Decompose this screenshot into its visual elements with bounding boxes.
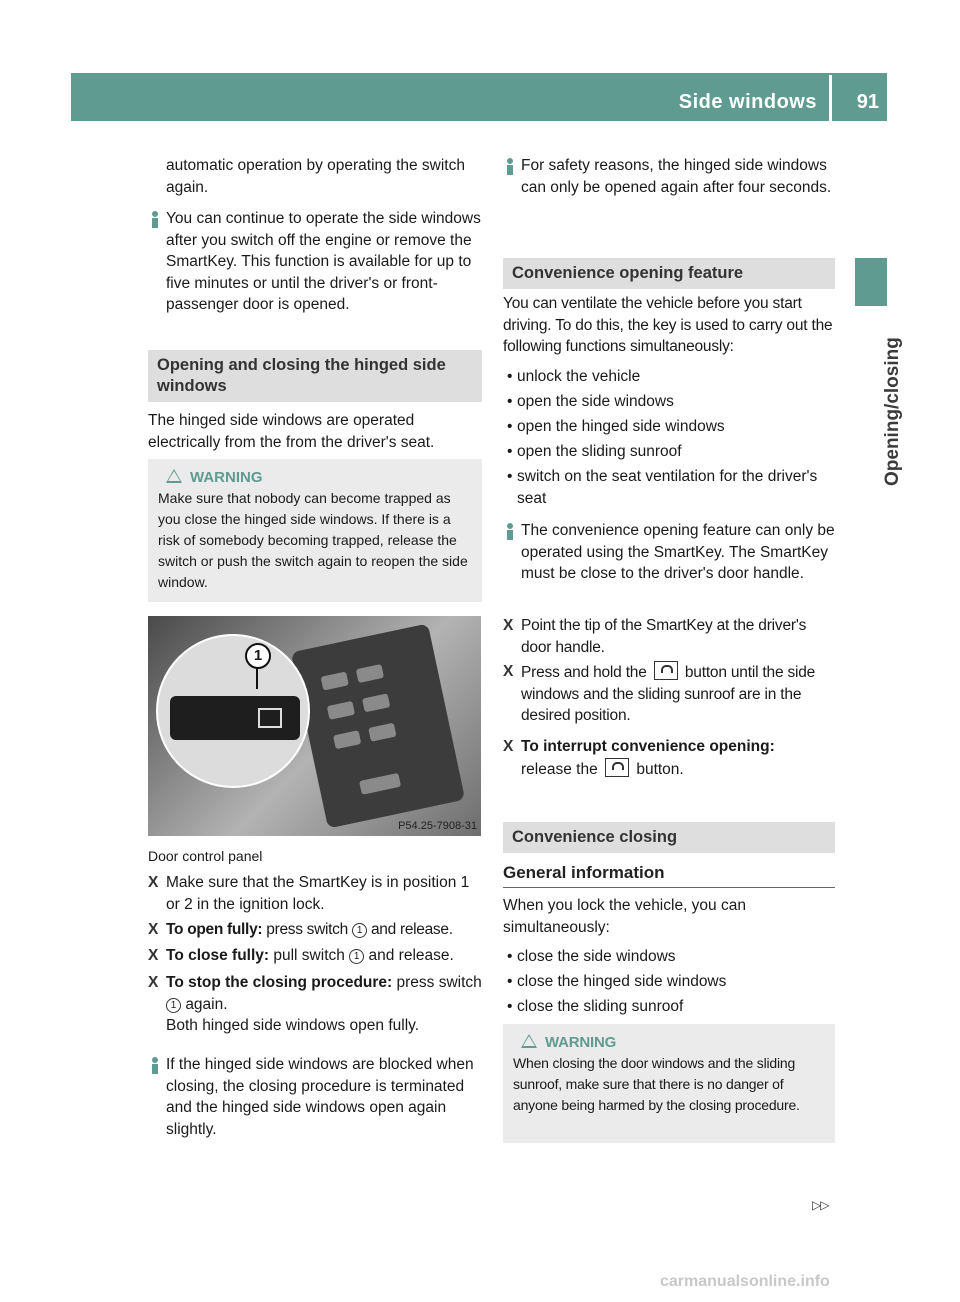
door-panel-figure (148, 616, 481, 836)
page-header (71, 73, 887, 121)
header-divider (829, 75, 832, 121)
section-heading: Convenience opening feature (503, 258, 835, 289)
step (503, 736, 835, 780)
warning-title (513, 1032, 825, 1053)
switch-callout: 1 (166, 998, 181, 1013)
step-arrow-icon: X (148, 947, 159, 964)
info-icon (148, 211, 162, 227)
side-tab (855, 308, 903, 488)
warning-text: When closing the door windows and the sliding sunroof, make sure that there is no danger of anyone being harmed by the closing procedure. (513, 1055, 800, 1113)
step-label: To close fully: (166, 947, 270, 964)
section-heading: Convenience closing (503, 822, 835, 853)
list-item-text: open the side windows (517, 393, 674, 410)
callout-line (256, 667, 258, 689)
step-result: Both hinged side windows open fully. (166, 1017, 420, 1034)
figure-caption: Door control panel (148, 848, 263, 864)
door-panel (291, 623, 465, 828)
step-text: and release. (368, 947, 454, 964)
step (148, 919, 482, 941)
step-text: Press and hold the (521, 664, 647, 681)
info-text: You can continue to operate the side windows after you switch off the engine or remove the SmartKey. This function is available for up to five minutes or until the driver's or front-passenger door is opened. (166, 210, 481, 313)
step-arrow-icon: X (503, 663, 514, 680)
hinged-window-switch-detail (170, 696, 300, 740)
paragraph: The hinged side windows are operated electrically from the from the driver's seat. (148, 412, 435, 451)
list-item: • switch on the seat ventilation for the driver's seat (503, 466, 835, 509)
window-switch (333, 730, 361, 749)
info-note (148, 1054, 482, 1140)
list-item: • open the sliding sunroof (503, 441, 835, 466)
list-item: • open the side windows (503, 391, 835, 416)
step (503, 661, 835, 727)
step-text: button until the side windows and the sliding sunroof are in the desired position. (521, 664, 816, 724)
switch-callout: 1 (349, 949, 364, 964)
step (503, 615, 835, 658)
info-note (503, 155, 835, 198)
warning-icon (166, 469, 182, 483)
list-item-text: open the hinged side windows (517, 418, 725, 435)
list-item-text: open the sliding sunroof (517, 443, 682, 460)
step-label: To open fully: (166, 921, 263, 938)
list-item: • close the side windows (503, 946, 835, 971)
step (148, 945, 482, 967)
window-icon (258, 708, 282, 728)
warning-title (158, 467, 472, 488)
step-text: release the (521, 760, 598, 778)
hinged-window-switch (359, 773, 401, 795)
info-note (148, 208, 482, 316)
detail-magnifier (156, 634, 310, 788)
step-text: press switch (396, 974, 482, 991)
subheading: General information (503, 862, 835, 888)
window-switch (362, 693, 390, 712)
info-text: If the hinged side windows are blocked when closing, the closing procedure is terminated and the hinged side windows open again slightly. (166, 1056, 474, 1138)
warning-box (148, 459, 482, 602)
warning-text: Make sure that nobody can become trapped as you close the hinged side windows. If there is a risk of somebody becoming trapped, release the switch or push the switch again to reopen the side window. (158, 490, 468, 590)
warning-title-text: WARNING (545, 1034, 617, 1051)
step-text: press switch (266, 921, 348, 938)
list-item-text: switch on the seat ventilation for the driver's seat (517, 468, 818, 507)
unlock-key-icon (654, 661, 678, 680)
warning-icon (521, 1034, 537, 1048)
page-number: 91 (856, 91, 879, 113)
switch-callout: 1 (352, 923, 367, 938)
window-switch (356, 664, 384, 683)
step-label: To stop the closing procedure: (166, 974, 393, 991)
side-tab-label: Opening/closing (882, 337, 903, 486)
bullet-list (503, 946, 835, 1021)
step-text: Make sure that the SmartKey is in position 1 or 2 in the ignition lock. (166, 874, 470, 913)
window-switch (368, 723, 396, 742)
step-text: button. (636, 760, 684, 778)
paragraph: When you lock the vehicle, you can simultaneously: (503, 897, 746, 936)
list-item: • unlock the vehicle (503, 366, 835, 391)
list-item: • close the hinged side windows (503, 971, 835, 996)
list-item: • close the sliding sunroof (503, 996, 835, 1021)
step-arrow-icon: X (503, 738, 514, 755)
window-switch (327, 701, 355, 720)
step-text: and release. (370, 921, 453, 938)
list-item: • open the hinged side windows (503, 416, 835, 441)
watermark: carmanualsonline.info (660, 1273, 830, 1290)
info-text: The convenience opening feature can only be operated using the SmartKey. The SmartKey must be close to the driver's door handle. (521, 522, 835, 582)
section-heading: Opening and closing the hinged side windows (148, 350, 482, 402)
step-arrow-icon: X (148, 921, 159, 938)
step-label: To interrupt convenience opening: (521, 738, 775, 755)
warning-title-text: WARNING (190, 469, 263, 486)
callout-1: 1 (245, 643, 271, 669)
figure-code: P54.25-7908-31 (398, 820, 477, 832)
list-item-text: close the sliding sunroof (517, 998, 684, 1015)
side-tab-marker (855, 258, 887, 306)
step-arrow-icon: X (503, 617, 514, 634)
section-title: Side windows (678, 91, 817, 113)
info-text: For safety reasons, the hinged side windows can only be opened again after four seconds. (521, 157, 832, 196)
info-icon (503, 523, 517, 539)
step-text: Point the tip of the SmartKey at the driver's door handle. (521, 617, 807, 656)
list-item-text: close the hinged side windows (517, 973, 727, 990)
step (148, 872, 482, 915)
warning-box (503, 1024, 835, 1143)
bullet-list (503, 366, 835, 509)
paragraph: You can ventilate the vehicle before you start driving. To do this, the key is used to carry out the following functions simultaneously: (503, 295, 833, 355)
unlock-key-icon (605, 758, 629, 777)
paragraph: automatic operation by operating the switch again. (166, 157, 465, 196)
info-icon (503, 158, 517, 174)
step-text: pull switch (273, 947, 345, 964)
next-page-icon: ▷▷ (812, 1198, 829, 1212)
list-item-text: unlock the vehicle (517, 368, 641, 385)
list-item-text: close the side windows (517, 948, 676, 965)
step (148, 972, 482, 1037)
window-switch (321, 671, 349, 690)
step-text: again. (185, 995, 228, 1013)
info-icon (148, 1057, 162, 1073)
step-arrow-icon: X (148, 874, 159, 891)
info-note (503, 520, 835, 585)
step-arrow-icon: X (148, 974, 159, 991)
